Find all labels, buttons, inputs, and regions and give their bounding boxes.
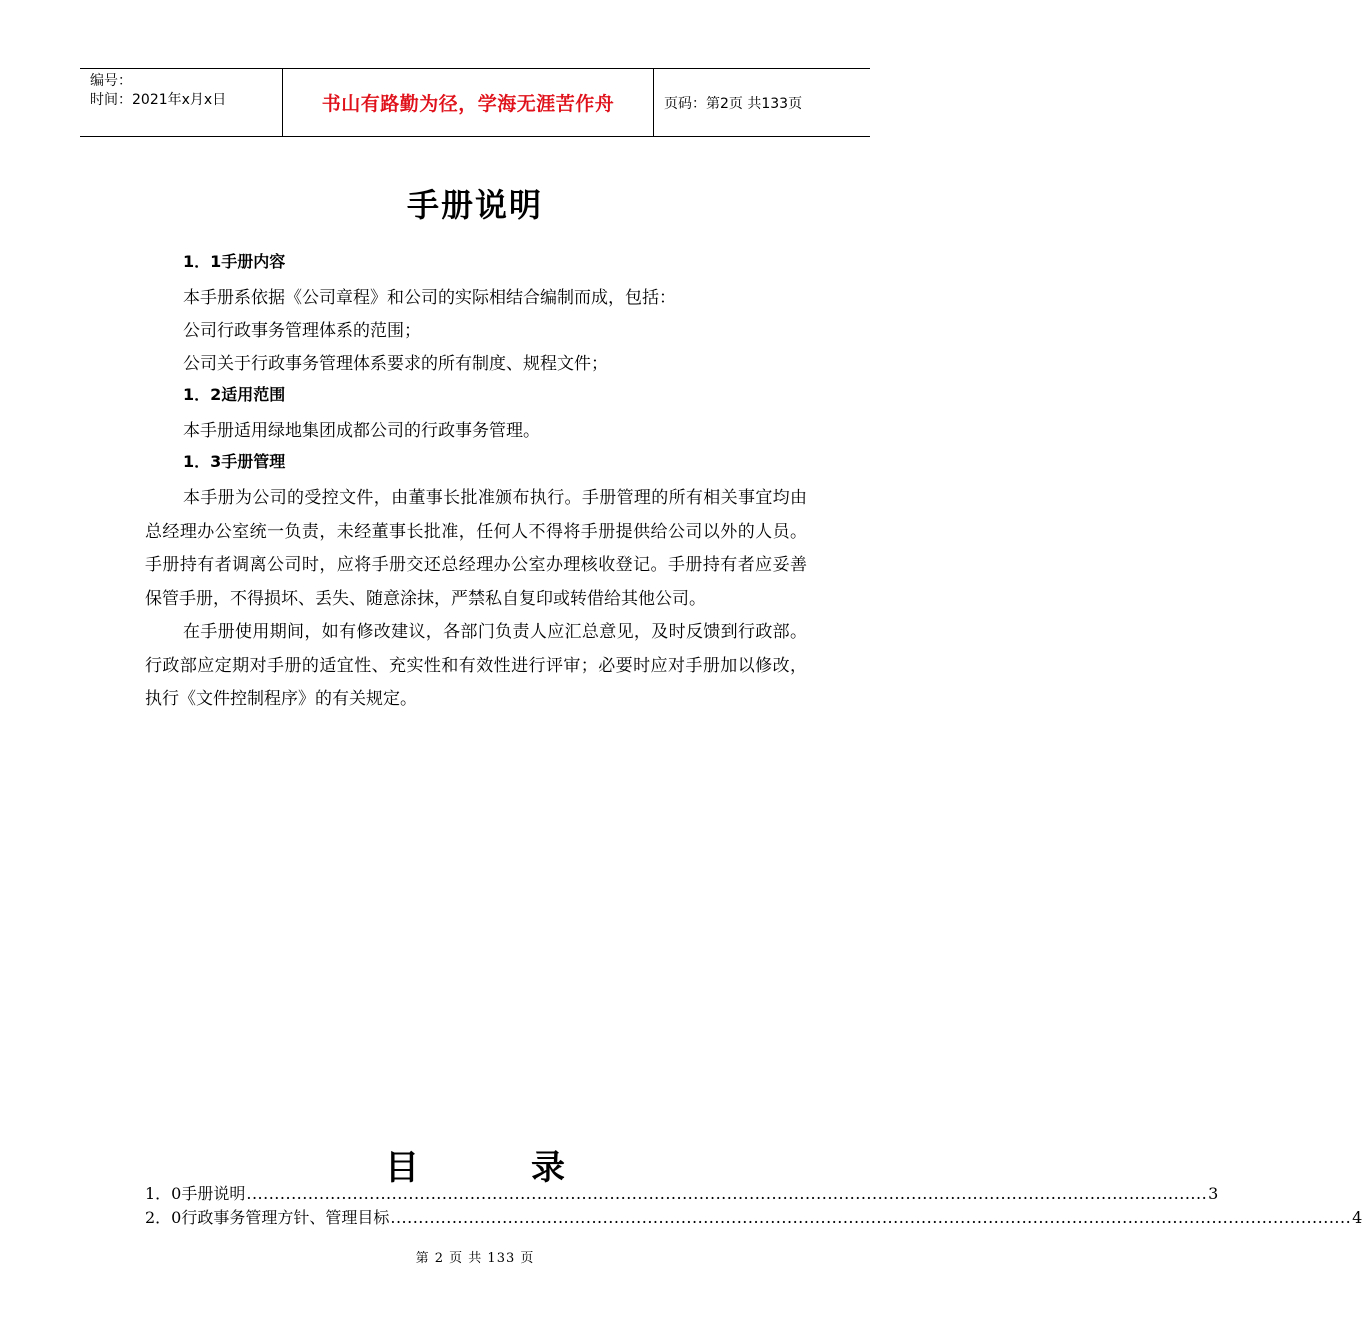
body-paragraph: 本手册为公司的受控文件，由董事长批准颁布执行。手册管理的所有相关事宜均由总经理办公室统一负责，未经董事长批准，任何人不得将手册提供给公司以外的人员。手册持有者调离公司时，应将手册交还总经理办公室办理核收登记。手册持有者应妥善保管手册，不得损坏、丢失、随意涂抹，严禁私自复印或转借给其他公司。 — [145, 488, 807, 609]
toc-entry-text: 2．0行政事务管理方针、管理目标 — [145, 1208, 390, 1227]
body-line: 本手册系依据《公司章程》和公司的实际相结合编制而成，包括： — [183, 288, 676, 308]
body-line: 公司关于行政事务管理体系要求的所有制度、规程文件； — [183, 354, 608, 374]
toc-title-left: 目 — [385, 1148, 419, 1188]
body-line: 公司行政事务管理体系的范围； — [183, 321, 421, 341]
header-meta — [80, 69, 282, 136]
date-line: 时间：2021年x月x日 — [90, 92, 227, 108]
toc-entry[interactable] — [145, 1206, 1362, 1230]
section-heading-1-3: 1．3手册管理 — [183, 452, 286, 471]
toc-leader: ............................................................................................................................................................................ — [390, 1208, 1352, 1227]
toc-entry-text: 1．0手册说明 — [145, 1184, 246, 1203]
toc-entry[interactable] — [145, 1182, 1219, 1206]
page-footer: 第 2 页 共 133 页 — [415, 1251, 535, 1266]
toc-entry-page: 4 — [1352, 1208, 1362, 1227]
toc-entry-page: 3 — [1208, 1184, 1219, 1203]
section-heading-1-2: 1．2适用范围 — [183, 385, 286, 404]
header-page-info: 页码：第2页 共133页 — [664, 95, 803, 112]
table-of-contents — [145, 1182, 1362, 1230]
document-body — [145, 248, 807, 717]
toc-leader: ............................................................................................................................................................................ — [246, 1184, 1208, 1203]
section-heading-1-1: 1．1手册内容 — [183, 252, 286, 271]
body-paragraph: 在手册使用期间，如有修改建议，各部门负责人应汇总意见，及时反馈到行政部。行政部应定期对手册的适宜性、充实性和有效性进行评审；必要时应对手册加以修改，执行《文件控制程序》的有关规定。 — [145, 622, 807, 709]
body-line: 本手册适用绿地集团成都公司的行政事务管理。 — [183, 421, 540, 441]
page-header — [80, 68, 870, 137]
header-motto: 书山有路勤为径，学海无涯苦作舟 — [282, 69, 654, 136]
page-title: 手册说明 — [406, 186, 543, 224]
number-label: 编号： — [90, 73, 132, 89]
toc-title-right: 录 — [531, 1148, 565, 1188]
